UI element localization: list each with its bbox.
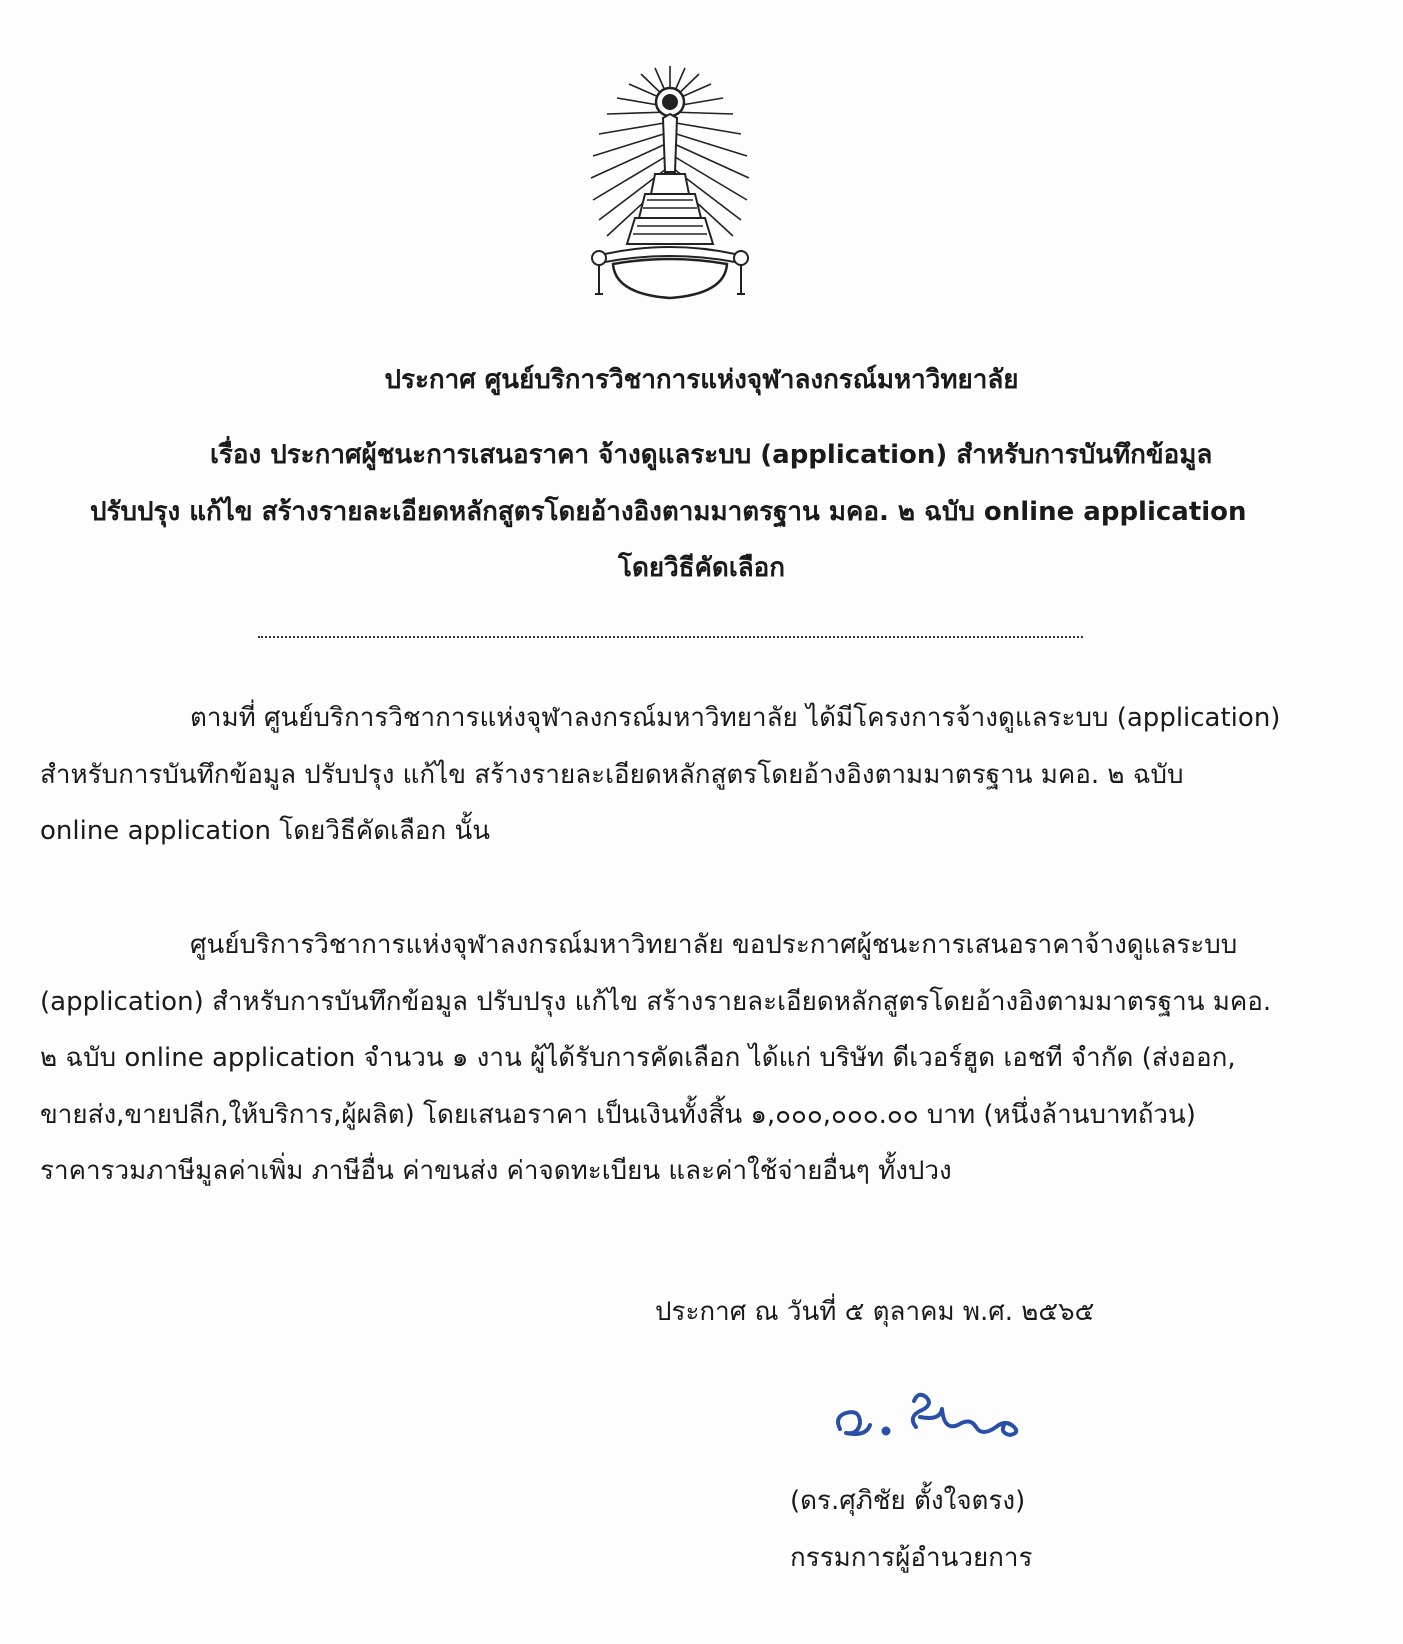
subject-line-3: โดยวิธีคัดเลือก <box>617 553 785 583</box>
paragraph-2-line-3: ๒ ฉบับ online application จำนวน ๑ งาน ผู้ได้รับการคัดเลือก ได้แก่ บริษัท ดีเวอร์ฮูด เอชที จำกัด (ส่งออก, <box>40 1043 1236 1073</box>
signer-title: กรรมการผู้อำนวยการ <box>790 1543 1033 1573</box>
paragraph-1-line-3: online application โดยวิธีคัดเลือก นั้น <box>40 816 491 846</box>
paragraph-2-line-2: (application) สำหรับการบันทึกข้อมูล ปรับปรุง แก้ไข สร้างรายละเอียดหลักสูตรโดยอ้างอิงตามมาตรฐาน มคอ. <box>40 987 1272 1017</box>
paragraph-2-line-1: ศูนย์บริการวิชาการแห่งจุฬาลงกรณ์มหาวิทยาลัย ขอประกาศผู้ชนะการเสนอราคาจ้างดูแลระบบ <box>190 930 1238 960</box>
paragraph-2-line-5: ราคารวมภาษีมูลค่าเพิ่ม ภาษีอื่น ค่าขนส่ง ค่าจดทะเบียน และค่าใช้จ่ายอื่นๆ ทั้งปวง <box>40 1156 952 1186</box>
handwritten-signature <box>830 1387 1030 1447</box>
announcement-title: ประกาศ ศูนย์บริการวิชาการแห่งจุฬาลงกรณ์มหาวิทยาลัย <box>384 365 1019 395</box>
university-emblem-icon <box>585 62 755 310</box>
paragraph-1-line-2: สำหรับการบันทึกข้อมูล ปรับปรุง แก้ไข สร้างรายละเอียดหลักสูตรโดยอ้างอิงตามมาตรฐาน มคอ. ๒ ฉบับ <box>40 760 1184 790</box>
signer-name: (ดร.ศุภิชัย ตั้งใจตรง) <box>790 1486 1026 1516</box>
announcement-date: ประกาศ ณ วันที่ ๕ ตุลาคม พ.ศ. ๒๕๖๕ <box>655 1297 1095 1327</box>
paragraph-1-line-1: ตามที่ ศูนย์บริการวิชาการแห่งจุฬาลงกรณ์มหาวิทยาลัย ได้มีโครงการจ้างดูแลระบบ (application) <box>190 703 1281 733</box>
subject-line-1: เรื่อง ประกาศผู้ชนะการเสนอราคา จ้างดูแลระบบ (application) สำหรับการบันทึกข้อมูล <box>210 440 1213 470</box>
dotted-divider <box>258 636 1083 638</box>
subject-line-2: ปรับปรุง แก้ไข สร้างรายละเอียดหลักสูตรโดยอ้างอิงตามมาตรฐาน มคอ. ๒ ฉบับ online application <box>90 497 1247 527</box>
paragraph-2-line-4: ขายส่ง,ขายปลีก,ให้บริการ,ผู้ผลิต) โดยเสนอราคา เป็นเงินทั้งสิ้น ๑,๐๐๐,๐๐๐.๐๐ บาท (หนึ่งล้านบาทถ้วน) <box>40 1100 1196 1130</box>
